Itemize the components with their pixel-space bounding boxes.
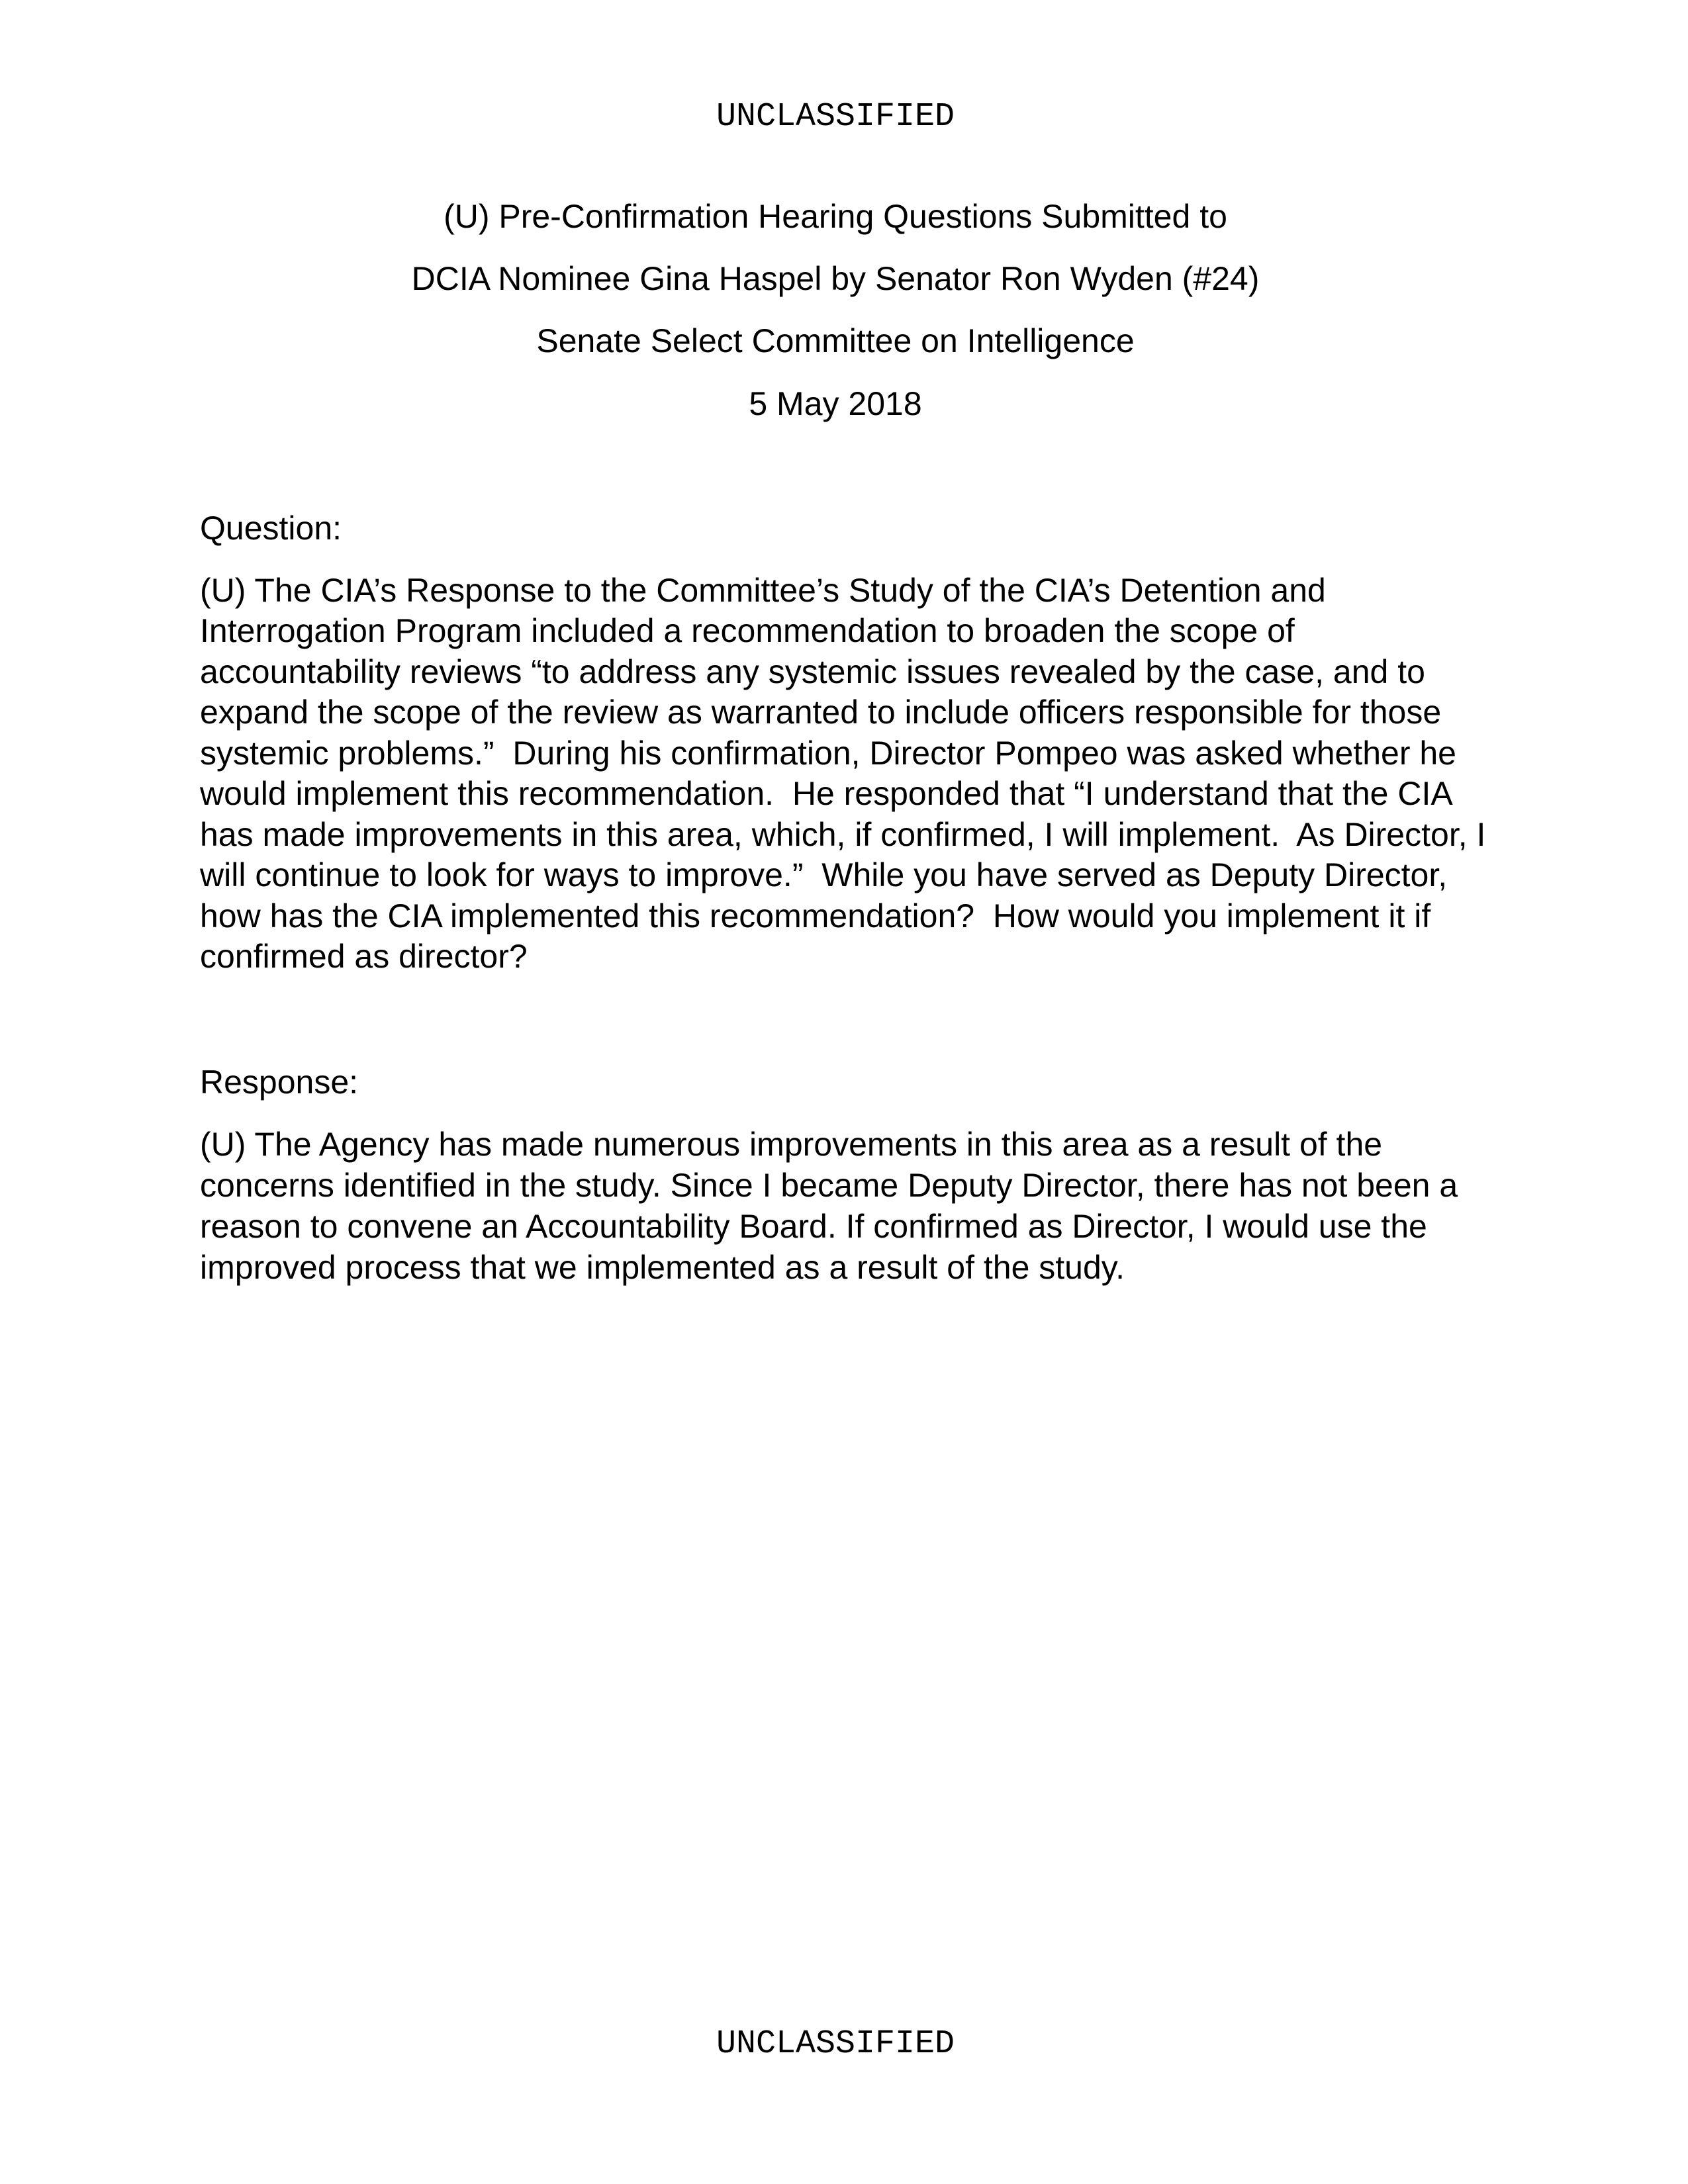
question-line: accountability reviews “to address any systemic issues revealed by the case, and to xyxy=(200,653,1425,690)
question-line: expand the scope of the review as warranted to include officers responsible for those xyxy=(200,694,1442,731)
title-line: DCIA Nominee Gina Haspel by Senator Ron Wyden (#24) xyxy=(411,260,1260,297)
question-line: Interrogation Program included a recommendation to broaden the scope of xyxy=(200,612,1295,649)
response-label: Response: xyxy=(200,1064,359,1101)
response-line: reason to convene an Accountability Board. If confirmed as Director, I would use the xyxy=(200,1208,1427,1245)
title-date: 5 May 2018 xyxy=(749,385,922,422)
question-label: Question: xyxy=(200,510,342,547)
question-line: how has the CIA implemented this recommendation? How would you implement it if xyxy=(200,897,1431,934)
question-line: (U) The CIA’s Response to the Committee’s Study of the CIA’s Detention and xyxy=(200,572,1326,609)
classification-footer: UNCLASSIFIED xyxy=(716,2025,955,2063)
question-line: would implement this recommendation. He responded that “I understand that the CIA xyxy=(200,775,1453,812)
title-line: Senate Select Committee on Intelligence xyxy=(536,322,1135,359)
title-line: (U) Pre-Confirmation Hearing Questions Submitted to xyxy=(444,198,1227,235)
classification-header: UNCLASSIFIED xyxy=(716,98,955,136)
question-line: will continue to look for ways to improve.” While you have served as Deputy Director, xyxy=(200,856,1448,893)
response-line: improved process that we implemented as a result of the study. xyxy=(200,1249,1125,1286)
question-line: confirmed as director? xyxy=(200,938,528,975)
response-line: concerns identified in the study. Since I became Deputy Director, there has not been a xyxy=(200,1167,1458,1204)
question-line: systemic problems.” During his confirmation, Director Pompeo was asked whether he xyxy=(200,735,1456,772)
question-line: has made improvements in this area, which, if confirmed, I will implement. As Director, I xyxy=(200,816,1486,853)
response-line: (U) The Agency has made numerous improvements in this area as a result of the xyxy=(200,1126,1383,1163)
